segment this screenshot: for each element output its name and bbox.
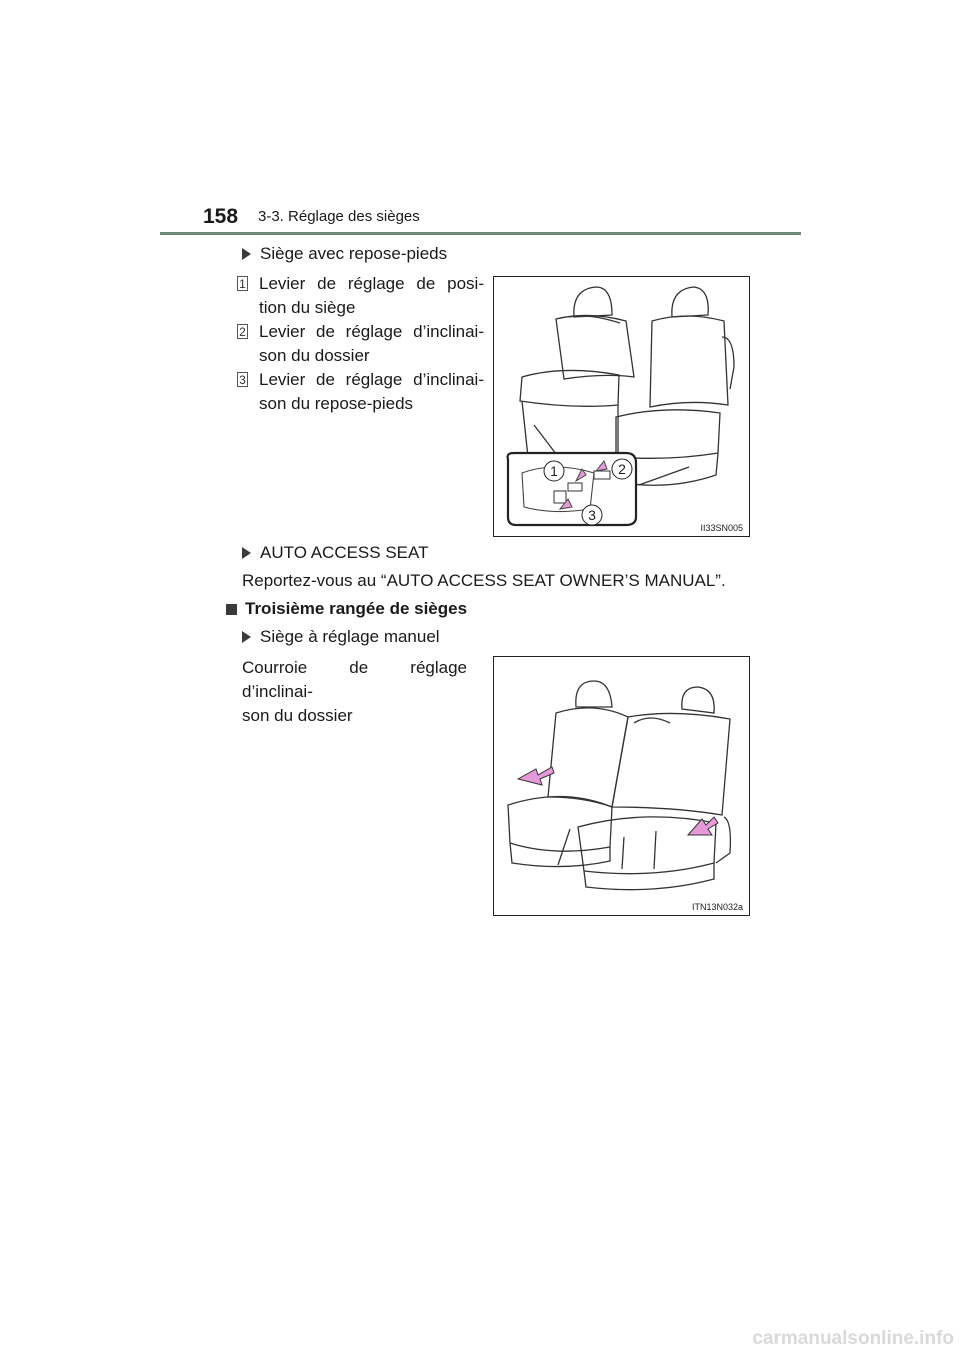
watermark: carmanualsonline.info	[752, 1328, 954, 1349]
callout-2: 2	[618, 461, 626, 477]
header-rule	[160, 232, 801, 235]
arrow-icon	[518, 767, 554, 785]
number-badge: 2	[237, 324, 248, 339]
list-item	[237, 272, 484, 320]
item-line1: Levier de réglage de posi-	[259, 274, 484, 293]
auto-access-heading-text: AUTO ACCESS SEAT	[260, 543, 429, 562]
strap-line2: son du dossier	[242, 706, 353, 725]
triangle-bullet-icon	[242, 631, 251, 643]
headrest-right	[682, 687, 714, 713]
triangle-bullet-icon	[242, 547, 251, 559]
headrest-left	[576, 681, 612, 707]
manual-seat-heading-text: Siège à réglage manuel	[260, 627, 440, 646]
item-line2: son du dossier	[259, 346, 370, 365]
triangle-bullet-icon	[242, 248, 251, 260]
bench-illustration	[494, 657, 749, 915]
page-number: 158	[203, 205, 239, 228]
figure-footrest-seats	[493, 276, 750, 537]
figure-code: ITN13N032a	[691, 902, 743, 912]
item-line1: Levier de réglage d’inclinai-	[259, 322, 484, 341]
seatback-left	[556, 315, 634, 379]
callout-1: 1	[550, 463, 558, 479]
strap-description	[242, 656, 467, 728]
item-line1: Levier de réglage d’inclinai-	[259, 370, 484, 389]
seatback-right	[650, 316, 728, 407]
figure-third-row-seat	[493, 656, 750, 916]
manual-seat-heading	[242, 625, 440, 649]
item-line2: son du repose-pieds	[259, 394, 414, 413]
number-badge: 3	[237, 372, 248, 387]
number-badge: 1	[237, 276, 248, 291]
third-row-heading-text: Troisième rangée de sièges	[245, 599, 468, 618]
list-item	[237, 320, 484, 368]
callout-3: 3	[588, 507, 596, 523]
figure-code: II33SN005	[700, 523, 743, 533]
headrest-right	[672, 287, 708, 317]
footrest-heading-text: Siège avec repose-pieds	[260, 244, 448, 263]
strap-line1: Courroie de réglage d’inclinai-	[242, 658, 467, 701]
auto-access-text: Reportez-vous au “AUTO ACCESS SEAT OWNER’S MANUAL”.	[242, 571, 726, 590]
square-bullet-icon	[226, 604, 237, 615]
item-line2: tion du siège	[259, 298, 356, 317]
footrest-heading	[242, 242, 447, 266]
section-title: 3-3. Réglage des sièges	[258, 208, 420, 225]
list-item	[237, 368, 484, 416]
third-row-heading	[226, 597, 467, 621]
cushion-right	[616, 410, 720, 459]
headrest-left	[574, 287, 612, 317]
seat-illustration	[494, 277, 749, 536]
auto-access-heading	[242, 541, 428, 565]
